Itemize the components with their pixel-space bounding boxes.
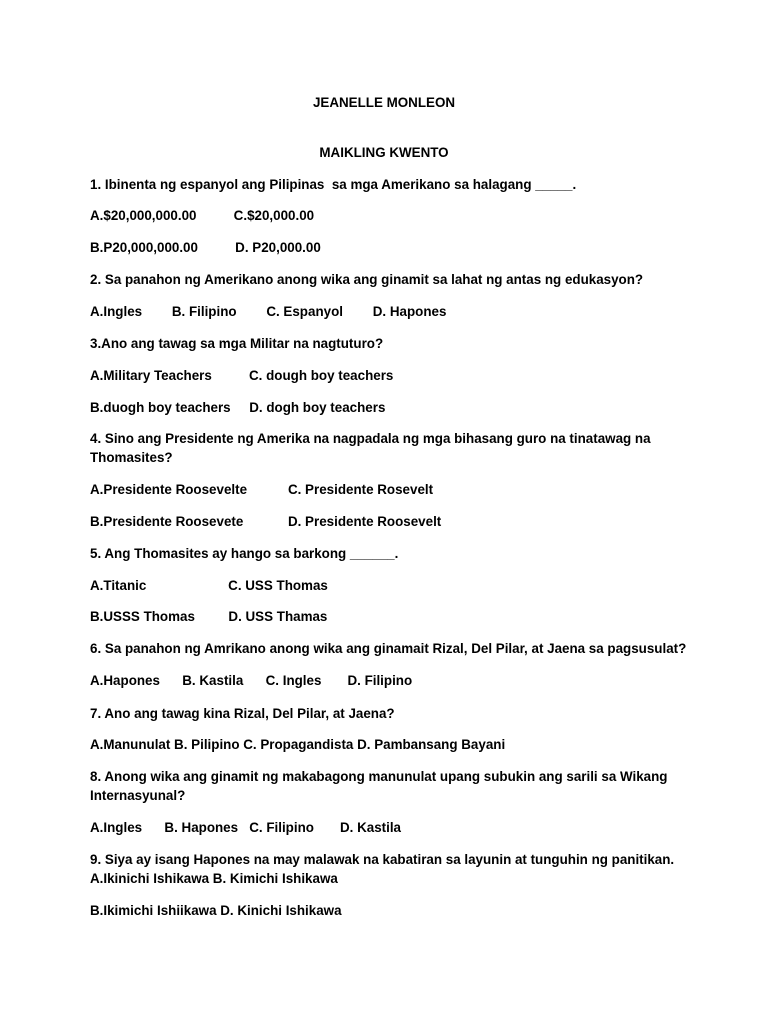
q9-choices-a-b: A.Ikinichi Ishikawa B. Kimichi Ishikawa bbox=[90, 871, 338, 886]
q1-choices-b-d: B.P20,000,000.00 D. P20,000.00 bbox=[90, 240, 321, 255]
question-1: 1. Ibinenta ng espanyol ang Pilipinas sa mga Amerikano sa halagang _____. bbox=[90, 177, 577, 192]
question-3: 3.Ano ang tawag sa mga Militar na nagtuturo? bbox=[90, 336, 384, 351]
q3-choices-a-c: A.Military Teachers C. dough boy teachers bbox=[90, 368, 394, 383]
q5-choices-b-d: B.USSS Thomas D. USS Thamas bbox=[90, 609, 328, 624]
q4-choices-b-d: B.Presidente Roosevete D. Presidente Roosevelt bbox=[90, 514, 442, 529]
question-7: 7. Ano ang tawag kina Rizal, Del Pilar, at Jaena? bbox=[90, 706, 395, 721]
q5-choices-a-c: A.Titanic C. USS Thomas bbox=[90, 578, 328, 593]
author-name: JEANELLE MONLEON bbox=[312, 95, 456, 110]
q1-choices-a-c: A.$20,000,000.00 C.$20,000.00 bbox=[90, 208, 315, 223]
question-4-line-1: 4. Sino ang Presidente ng Amerika na nagpadala ng mga bihasang guro na tinatawag na bbox=[90, 431, 651, 446]
q8-choices: A.Ingles B. Hapones C. Filipino D. Kastila bbox=[90, 820, 402, 835]
question-8-line-2: Internasyunal? bbox=[90, 788, 186, 803]
document-title: MAIKLING KWENTO bbox=[319, 145, 449, 160]
question-4-line-2: Thomasites? bbox=[90, 450, 173, 465]
question-8-line-1: 8. Anong wika ang ginamit ng makabagong manunulat upang subukin ang sarili sa Wikang bbox=[90, 769, 668, 784]
q4-choices-a-c: A.Presidente Roosevelte C. Presidente Rosevelt bbox=[90, 482, 434, 497]
question-6: 6. Sa panahon ng Amrikano anong wika ang ginamait Rizal, Del Pilar, at Jaena sa pagsusulat? bbox=[90, 641, 687, 656]
q6-choices: A.Hapones B. Kastila C. Ingles D. Filipino bbox=[90, 673, 413, 688]
question-2: 2. Sa panahon ng Amerikano anong wika ang ginamit sa lahat ng antas ng edukasyon? bbox=[90, 272, 644, 287]
q9-choices-b-d: B.Ikimichi Ishiikawa D. Kinichi Ishikawa bbox=[90, 903, 342, 918]
q2-choices: A.Ingles B. Filipino C. Espanyol D. Hapones bbox=[90, 304, 447, 319]
question-9: 9. Siya ay isang Hapones na may malawak na kabatiran sa layunin at tunguhin ng panitikan. bbox=[90, 852, 675, 867]
question-5: 5. Ang Thomasites ay hango sa barkong ______. bbox=[90, 546, 399, 561]
q3-choices-b-d: B.duogh boy teachers D. dogh boy teachers bbox=[90, 400, 386, 415]
q7-choices: A.Manunulat B. Pilipino C. Propagandista D. Pambansang Bayani bbox=[90, 737, 506, 752]
